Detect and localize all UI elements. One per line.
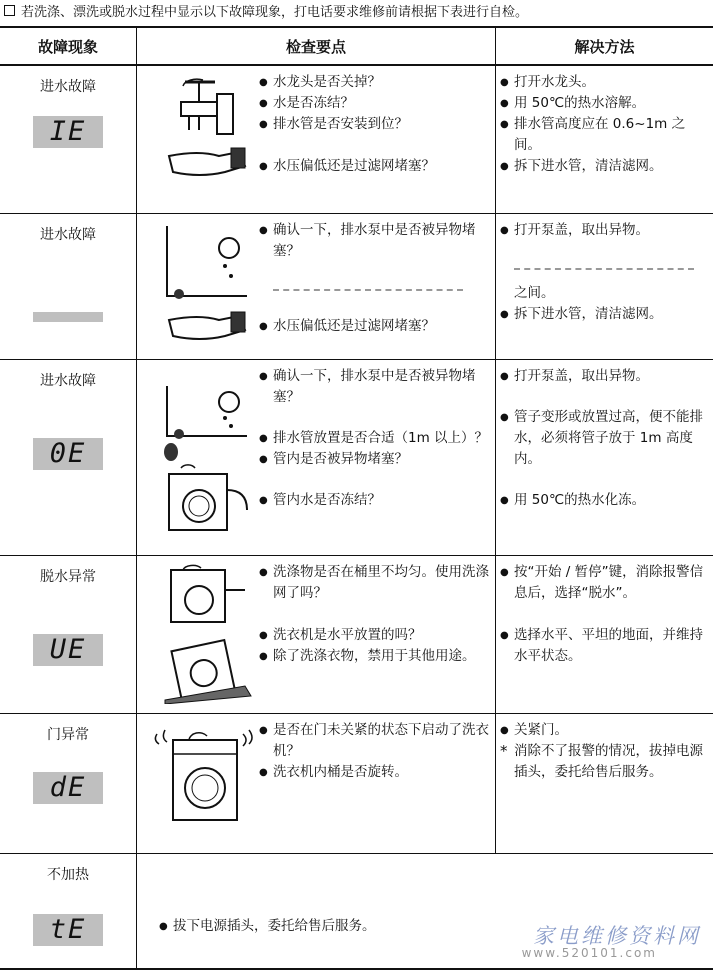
solution-item: * 消除不了报警的情况，拔掉电源插头，委托给售后服务。	[500, 741, 707, 783]
header-symptom: 故障现象	[0, 27, 137, 65]
check-item: ● 排水管是否安装到位？	[259, 114, 489, 135]
solution-item: ● 打开泵盖，取出异物。	[500, 220, 707, 241]
solution-item: ● 选择水平、平坦的地面，并维持水平状态。	[500, 625, 707, 667]
solution-item: ● 按“开始 / 暂停”键，消除报警信息后，选择“脱水”。	[500, 562, 707, 604]
solution-item: ● 拆下进水管，清洁滤网。	[500, 156, 707, 177]
symptom-label: 脱水异常	[40, 568, 96, 585]
check-cell	[137, 713, 496, 853]
symptom-cell	[0, 713, 137, 853]
symptom-label: 不加热	[47, 866, 89, 883]
check-list	[259, 720, 489, 783]
door-open-washer-illustration	[149, 722, 259, 832]
check-cell	[137, 555, 496, 713]
clipped-text-strip	[500, 241, 707, 283]
checkbox-square-icon	[4, 5, 15, 16]
solution-cell	[496, 713, 714, 853]
symptom-label: 门异常	[47, 726, 89, 743]
solution-item: ● 拆下进水管，清洁滤网。	[500, 304, 707, 325]
solution-item: ● 打开水龙头。	[500, 72, 707, 93]
watermark-logo-text: 家电维修资料网	[533, 924, 701, 948]
solution-cell	[496, 555, 714, 713]
solution-item: ● 用 50℃的热水化冻。	[500, 490, 707, 511]
check-list	[259, 366, 489, 511]
check-item: ● 确认一下，排水泵中是否被异物堵塞？	[259, 366, 489, 408]
solution-list	[500, 562, 707, 667]
watermark-url: www.520101.com	[521, 946, 657, 960]
symptom-cell	[0, 359, 137, 555]
solution-list	[500, 720, 707, 783]
check-item: ● 是否在门未关紧的状态下启动了洗衣机？	[259, 720, 489, 762]
check-item: ● 管内水是否冻结？	[259, 490, 489, 511]
error-code-display: 0E	[33, 438, 103, 470]
check-cell	[137, 213, 496, 359]
solution-list	[500, 220, 707, 325]
troubleshooting-table	[0, 26, 713, 970]
error-code-display: tE	[33, 914, 103, 946]
solution-item: ● 打开泵盖，取出异物。	[500, 366, 707, 387]
intro-text	[4, 4, 528, 22]
solution-list	[500, 72, 707, 177]
check-item: ● 除了洗涤衣物，禁用于其他用途。	[259, 646, 489, 667]
symptom-cell	[0, 213, 137, 359]
error-code-display: dE	[33, 772, 103, 804]
drain-hose-washer-illustration	[159, 382, 259, 532]
table-row	[0, 713, 713, 853]
check-item: ● 排水管放置是否合适（1m 以上）？	[259, 428, 489, 449]
check-item: ● 水压偏低还是过滤网堵塞？	[259, 156, 489, 177]
header-check-points: 检查要点	[137, 27, 496, 65]
drain-pump-illustration	[159, 222, 259, 342]
solution-item: ● 关紧门。	[500, 720, 707, 741]
header-solution: 解决方法	[496, 27, 714, 65]
check-item: ● 水是否冻结？	[259, 93, 489, 114]
symptom-cell	[0, 65, 137, 213]
check-list	[259, 562, 489, 667]
solution-cell	[496, 65, 714, 213]
table-row	[0, 65, 713, 213]
check-list	[259, 72, 489, 177]
check-cell	[137, 65, 496, 213]
check-item: ● 洗涤物是否在桶里不均匀。使用洗涤网了吗？	[259, 562, 489, 604]
solution-item: ● 排水管高度应在 0.6~1m 之间。	[500, 114, 707, 156]
solution-continuation: 之间。	[514, 284, 555, 301]
table-row	[0, 555, 713, 713]
solution-cell	[496, 213, 714, 359]
check-item: ● 水压偏低还是过滤网堵塞？	[259, 316, 489, 337]
solution-list	[500, 366, 707, 511]
symptom-cell	[0, 853, 137, 969]
table-row	[0, 213, 713, 359]
intro-label: 若洗涤、漂洗或脱水过程中显示以下故障现象，打电话要求维修前请根据下表进行自检。	[21, 5, 529, 20]
error-code-display-partial	[33, 312, 103, 322]
symptom-label: 进水故障	[40, 226, 96, 243]
symptom-cell	[0, 555, 137, 713]
symptom-label: 进水故障	[40, 372, 96, 389]
table-row	[0, 359, 713, 555]
check-item: ● 水龙头是否关掉？	[259, 72, 489, 93]
check-item: ● 洗衣机是水平放置的吗？	[259, 625, 489, 646]
unbalanced-washer-illustration	[159, 564, 259, 704]
symptom-label: 进水故障	[40, 79, 96, 95]
error-code-display: IE	[33, 116, 103, 148]
check-item: ● 确认一下，排水泵中是否被异物堵塞？	[259, 220, 489, 262]
solution-cell	[496, 359, 714, 555]
check-item: ● 洗衣机内桶是否旋转。	[259, 762, 489, 783]
check-cell	[137, 359, 496, 555]
faucet-illustration	[159, 74, 259, 189]
solution-item: ● 管子变形或放置过高，便不能排水，必须将管子放于 1m 高度内。	[500, 407, 707, 470]
note-item: ● 拔下电源插头，委托给售后服务。	[159, 916, 376, 937]
check-item: ● 管内是否被异物堵塞？	[259, 449, 489, 470]
solution-item: ● 用 50℃的热水溶解。	[500, 93, 707, 114]
check-list	[259, 220, 489, 337]
table-header-row	[0, 27, 713, 65]
clipped-text-strip	[259, 262, 489, 304]
error-code-display: UE	[33, 634, 103, 666]
